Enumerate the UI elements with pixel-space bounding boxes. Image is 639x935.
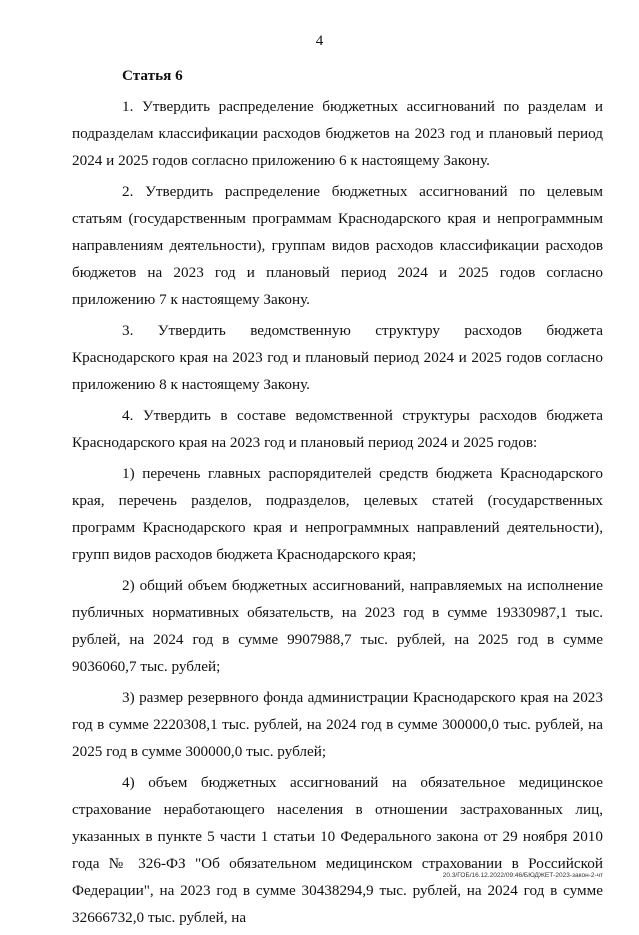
document-body <box>72 62 603 935</box>
paragraph-3: 3. Утвердить ведомственную структуру расходов бюджета Краснодарского края на 2023 год и плановый период 2024 и 2025 годов согласно приложению 8 к настоящему Закону. <box>72 322 603 393</box>
subparagraph-2: 2) общий объем бюджетных ассигнований, направляемых на исполнение публичных нормативных обязательств, на 2023 год в сумме 19330987,1 тыс. рублей, на 2024 год в сумме 9907988,7 тыс. рублей, на 2025 год в сумме 9036060,7 тыс. рублей; <box>72 577 603 675</box>
page-number: 4 <box>315 33 324 49</box>
paragraph-4: 4. Утвердить в составе ведомственной структуры расходов бюджета Краснодарского края на 2023 год и плановый период 2024 и 2025 годов: <box>72 407 603 451</box>
document-footer-code: 20.3/ГОБ/16.12.2022/09:46/БЮДЖЕТ-2023-закон-2-чт <box>442 872 603 879</box>
subparagraph-1: 1) перечень главных распорядителей средств бюджета Краснодарского края, перечень разделов, подразделов, целевых статей (государственных программ Краснодарского края и непрограммных направлений деятельности), групп видов расходов бюджета Краснодарского края; <box>72 465 603 563</box>
subparagraph-4: 4) объем бюджетных ассигнований на обязательное медицинское страхование неработающего населения в отношении застрахованных лиц, указанных в пункте 5 части 1 статьи 10 Федерального закона от 29 ноября 2010 года № 326-ФЗ "Об обязательном медицинском страховании в Российской Федерации", на 2023 год в сумме 30438294,9 тыс. рублей, на 2024 год в сумме 32666732,0 тыс. рублей, на <box>72 774 603 926</box>
paragraph-2: 2. Утвердить распределение бюджетных ассигнований по целевым статьям (государственным программам Краснодарского края и непрограммным направлениям деятельности), группам видов расходов классификации расходов бюджетов на 2023 год и плановый период 2024 и 2025 годов согласно приложению 7 к настоящему Закону. <box>72 183 603 308</box>
subparagraph-3: 3) размер резервного фонда администрации Краснодарского края на 2023 год в сумме 2220308,1 тыс. рублей, на 2024 год в сумме 300000,0 тыс. рублей, на 2025 год в сумме 300000,0 тыс. рублей; <box>72 689 603 760</box>
article-heading: Статья 6 <box>122 67 183 84</box>
paragraph-1: 1. Утвердить распределение бюджетных ассигнований по разделам и подразделам классификации расходов бюджетов на 2023 год и плановый период 2024 и 2025 годов согласно приложению 6 к настоящему Закону. <box>72 98 603 169</box>
